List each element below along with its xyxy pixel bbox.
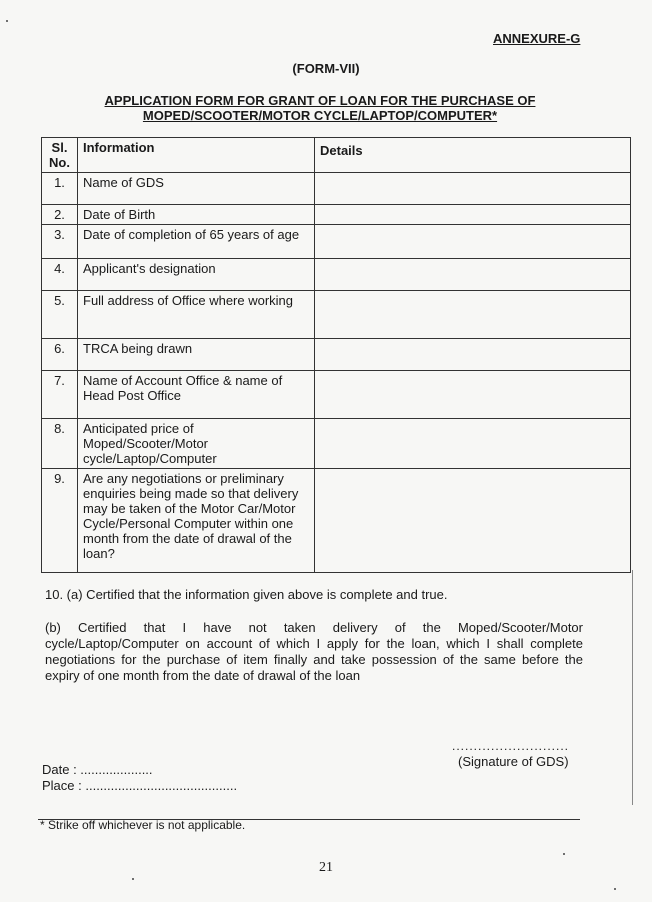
- form-title: [70, 93, 570, 123]
- table-row: [42, 371, 631, 419]
- row-details-cell[interactable]: [315, 419, 631, 469]
- row-number: 2.: [42, 205, 78, 225]
- row-details-cell[interactable]: [315, 291, 631, 339]
- application-table: [41, 137, 631, 573]
- form-title-line-1: APPLICATION FORM FOR GRANT OF LOAN FOR THE PURCHASE OF: [104, 93, 536, 108]
- signature-line: ...........................: [452, 739, 570, 753]
- row-number: 8.: [42, 419, 78, 469]
- row-information: Applicant's designation: [78, 259, 315, 291]
- header-sl-no: Sl. No.: [42, 138, 78, 173]
- date-field[interactable]: Date : ....................: [42, 762, 153, 777]
- row-number: 9.: [42, 469, 78, 573]
- row-number: 1.: [42, 173, 78, 205]
- table-row: [42, 419, 631, 469]
- table-row: [42, 173, 631, 205]
- row-information: Anticipated price of Moped/Scooter/Motor cycle/Laptop/Computer: [78, 419, 315, 469]
- page-number: 21: [319, 860, 333, 875]
- row-details-cell[interactable]: [315, 173, 631, 205]
- table-row: [42, 225, 631, 259]
- row-number: 5.: [42, 291, 78, 339]
- row-number: 7.: [42, 371, 78, 419]
- header-details: Details: [315, 138, 631, 173]
- header-information: Information: [78, 138, 315, 173]
- row-details-cell[interactable]: [315, 339, 631, 371]
- table-row: [42, 291, 631, 339]
- row-details-cell[interactable]: [315, 469, 631, 573]
- row-information: TRCA being drawn: [78, 339, 315, 371]
- form-title-line-2: MOPED/SCOOTER/MOTOR CYCLE/LAPTOP/COMPUTER*: [142, 108, 498, 123]
- row-number: 6.: [42, 339, 78, 371]
- row-information: Name of Account Office & name of Head Post Office: [78, 371, 315, 419]
- scan-speck: [132, 878, 134, 880]
- signature-label: (Signature of GDS): [458, 754, 569, 769]
- row-information: Name of GDS: [78, 173, 315, 205]
- table-row: [42, 469, 631, 573]
- table-row: [42, 205, 631, 225]
- table-row: [42, 339, 631, 371]
- annexure-label: ANNEXURE-G: [493, 31, 581, 46]
- scan-speck: [614, 888, 616, 890]
- row-information: Date of Birth: [78, 205, 315, 225]
- place-field[interactable]: Place : ..........................................: [42, 778, 238, 793]
- scan-edge-line: [632, 570, 633, 805]
- form-number: (FORM-VII): [292, 61, 360, 76]
- certification-a: 10. (a) Certified that the information given above is complete and true.: [45, 587, 448, 602]
- row-information: Date of completion of 65 years of age: [78, 225, 315, 259]
- row-details-cell[interactable]: [315, 371, 631, 419]
- row-details-cell[interactable]: [315, 205, 631, 225]
- row-number: 4.: [42, 259, 78, 291]
- row-number: 3.: [42, 225, 78, 259]
- scan-speck: [6, 20, 8, 22]
- row-details-cell[interactable]: [315, 259, 631, 291]
- table-header-row: [42, 138, 631, 173]
- table-row: [42, 259, 631, 291]
- certification-b: (b) Certified that I have not taken delivery of the Moped/Scooter/Motor cycle/Laptop/Computer on account of which I apply for the loan, which I shall complete negotiations for the purchase of item finally and take possession of the same before the expiry of one month from the date of drawal of the loan: [45, 620, 583, 683]
- row-details-cell[interactable]: [315, 225, 631, 259]
- footnote: * Strike off whichever is not applicable.: [40, 818, 246, 832]
- row-information: Are any negotiations or preliminary enquiries being made so that delivery may be taken of the Motor Car/Motor Cycle/Personal Computer within one month from the date of drawal of the loan?: [78, 469, 315, 573]
- scan-speck: [563, 853, 565, 855]
- row-information: Full address of Office where working: [78, 291, 315, 339]
